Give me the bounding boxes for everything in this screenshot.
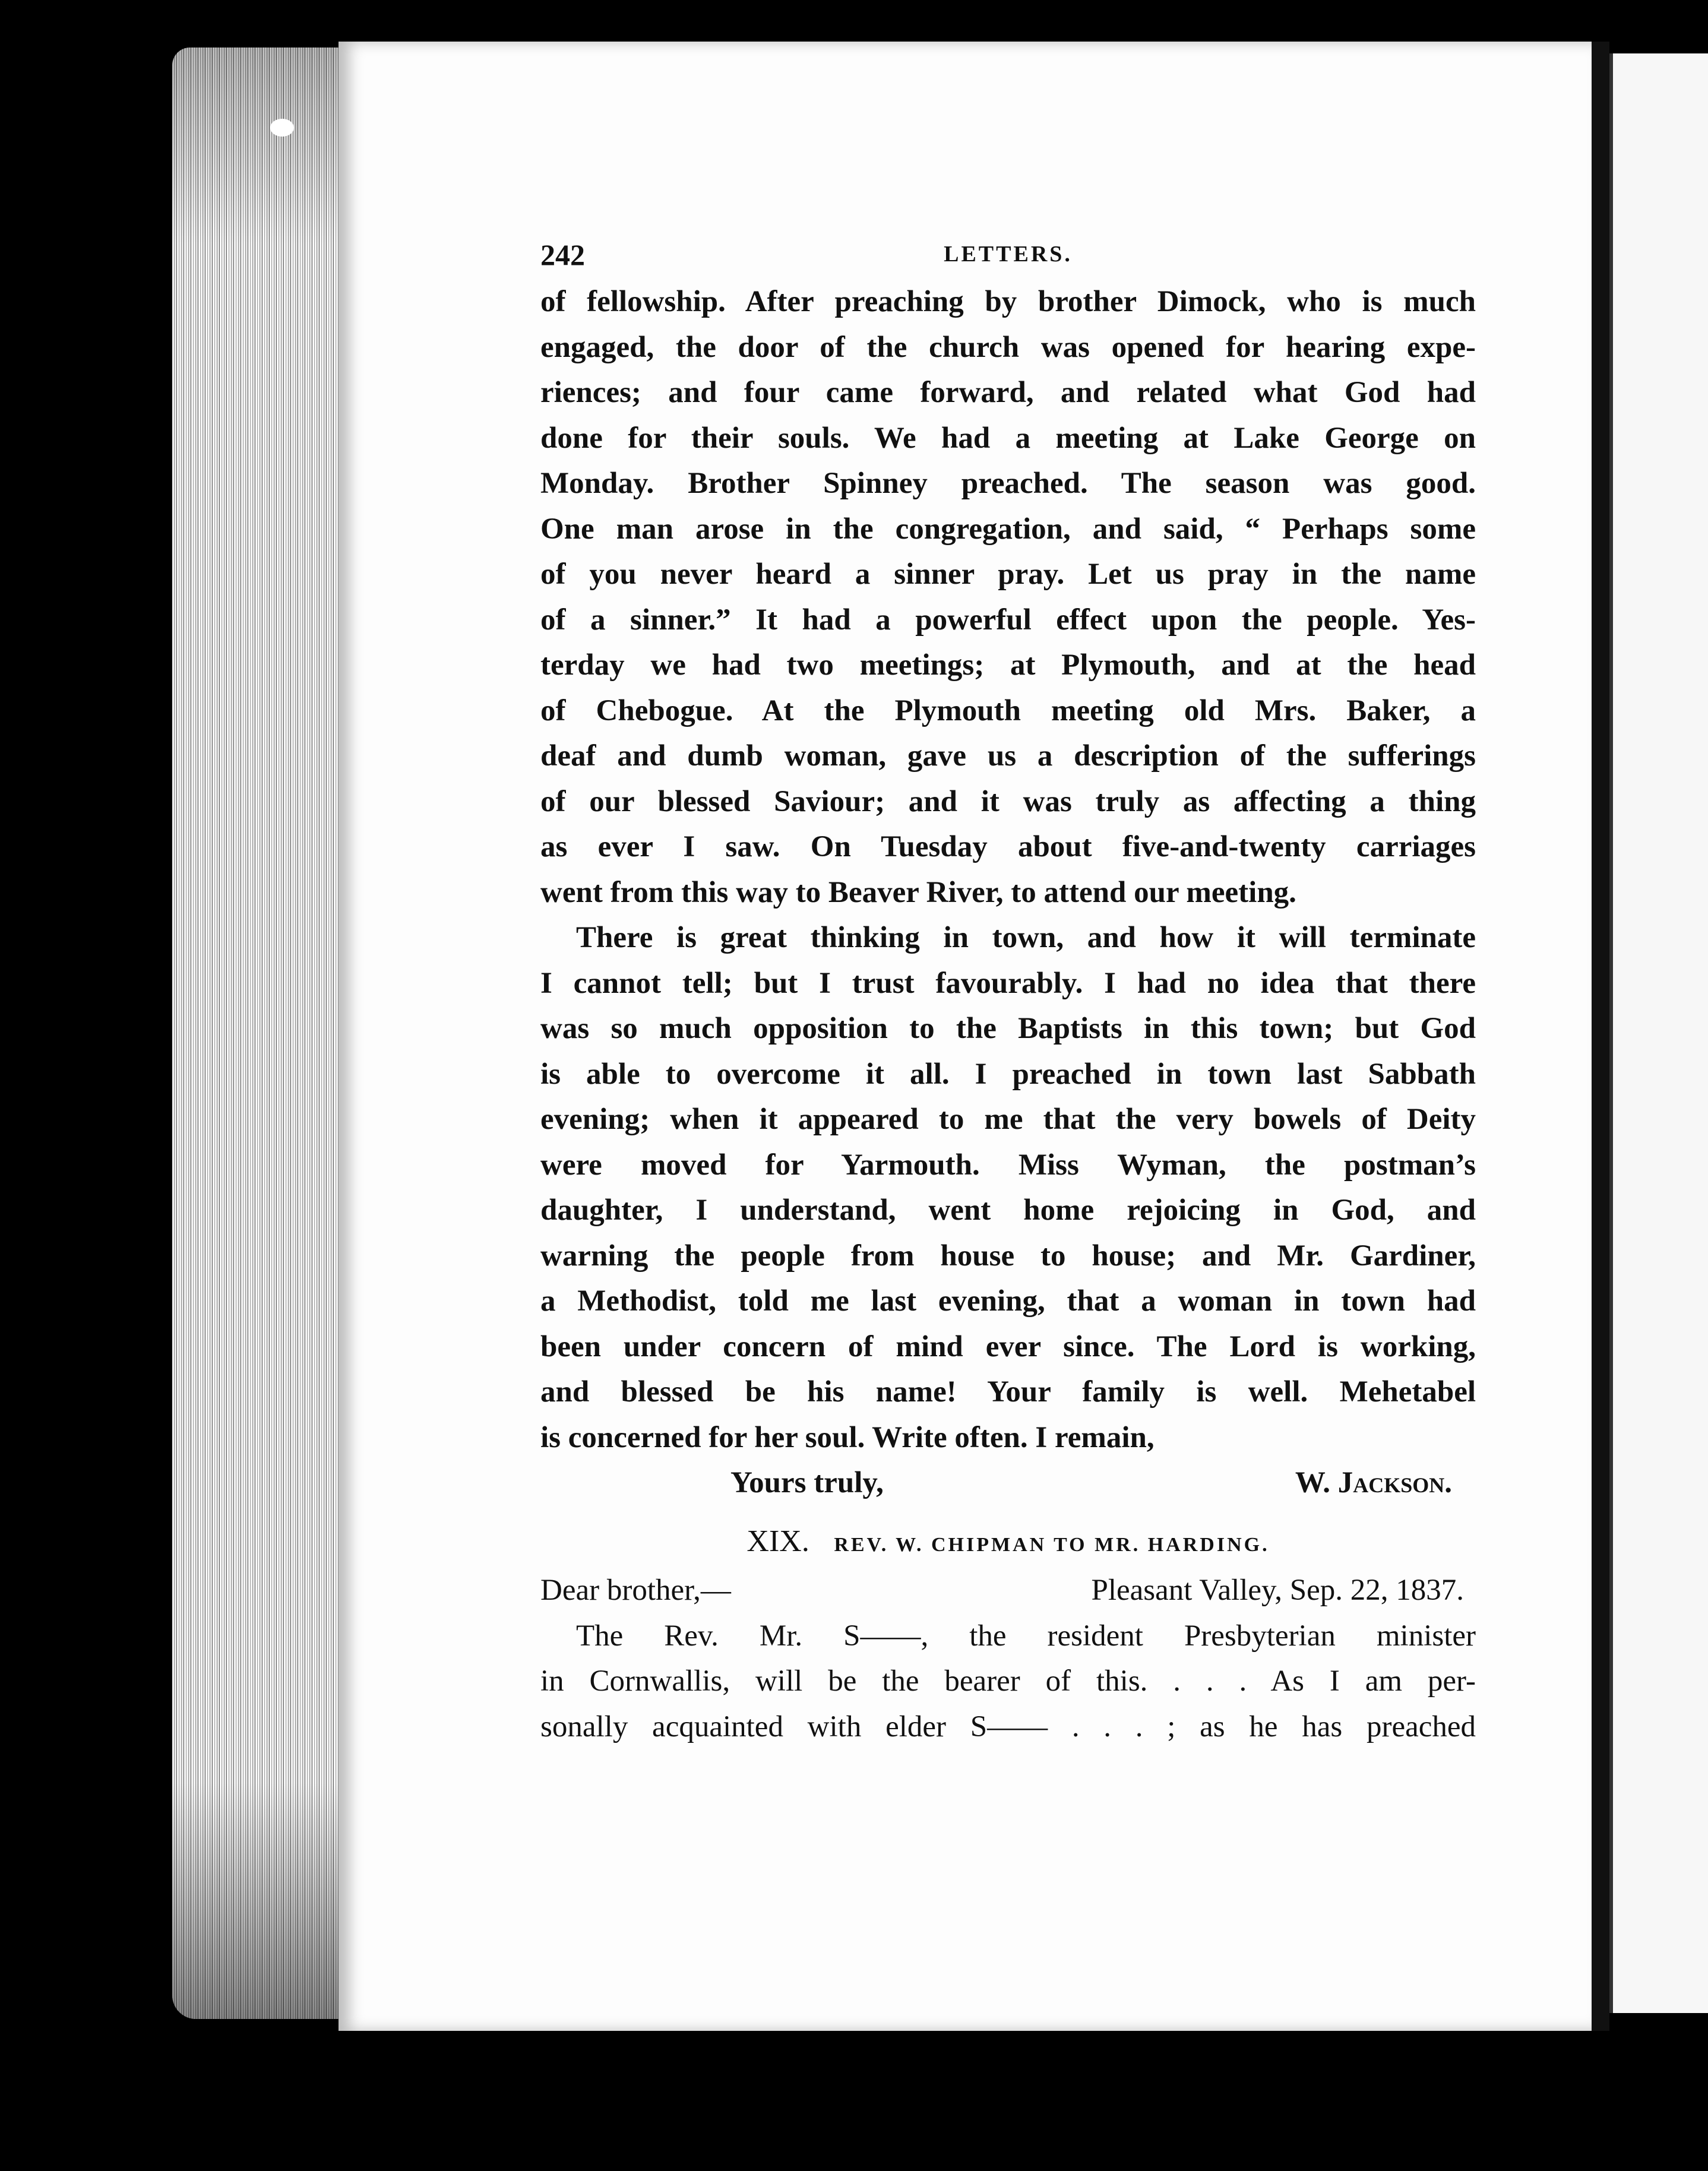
closing: Yours truly,	[730, 1466, 884, 1499]
text-line: terday we had two meetings; at Plymouth, and at the head	[540, 648, 1476, 682]
page-number: 242	[540, 238, 585, 271]
facing-page-edge	[1609, 53, 1708, 2013]
text-line: There is great thinking in town, and how it will terminate	[576, 921, 1476, 954]
text-line: Monday. Brother Spinney preached. The season was good.	[540, 467, 1476, 500]
text-line: engaged, the door of the church was opened for hearing expe-	[540, 330, 1476, 364]
text-line: was so much opposition to the Baptists in this town; but God	[540, 1012, 1476, 1045]
text-line: is concerned for her soul. Write often. I remain,	[540, 1420, 1155, 1454]
text-line: is able to overcome it all. I preached in town last Sabbath	[540, 1057, 1476, 1091]
page-text	[540, 238, 1476, 1749]
book-gutter	[1592, 42, 1609, 2031]
text-line: of a sinner.” It had a powerful effect upon the people. Yes-	[540, 603, 1476, 637]
text-line: daughter, I understand, went home rejoicing in God, and	[540, 1194, 1476, 1227]
letter-paragraph-2	[540, 915, 1476, 1460]
text-line: of you never heard a sinner pray. Let us pray in the name	[540, 558, 1476, 591]
text-line: sonally acquainted with elder S—— . . . ; as he has preached	[540, 1710, 1476, 1743]
text-line: I cannot tell; but I trust favourably. I had no idea that there	[540, 966, 1476, 1000]
text-line: of Chebogue. At the Plymouth meeting old Mrs. Baker, a	[540, 694, 1476, 727]
salutation: Dear brother,—	[540, 1574, 731, 1607]
letter-paragraph-1	[540, 279, 1476, 915]
text-line: been under concern of mind ever since. The Lord is working,	[540, 1330, 1476, 1363]
text-line: evening; when it appeared to me that the very bowels of Deity	[540, 1103, 1476, 1136]
text-line: were moved for Yarmouth. Miss Wyman, the postman’s	[540, 1148, 1476, 1182]
salutation-line	[540, 1568, 1476, 1613]
section-heading	[540, 1519, 1476, 1568]
section-title: REV. W. CHIPMAN TO MR. HARDING.	[834, 1533, 1270, 1556]
text-line: went from this way to Beaver River, to attend our meeting.	[540, 875, 1296, 909]
next-letter-paragraph	[540, 1613, 1476, 1750]
text-line: of fellowship. After preaching by brother Dimock, who is much	[540, 285, 1476, 318]
dateline: Pleasant Valley, Sep. 22, 1837.	[1091, 1574, 1464, 1607]
running-title: LETTERS.	[944, 242, 1073, 267]
text-line: The Rev. Mr. S——, the resident Presbyterian minister	[576, 1619, 1476, 1653]
running-head	[540, 238, 1476, 279]
text-line: a Methodist, told me last evening, that a woman in town had	[540, 1284, 1476, 1318]
text-line: and blessed be his name! Your family is well. Mehetabel	[540, 1375, 1476, 1409]
text-line: done for their souls. We had a meeting at Lake George on	[540, 421, 1476, 455]
section-numeral: XIX.	[747, 1524, 809, 1558]
signature: W. Jackson.	[1295, 1466, 1452, 1499]
text-line: One man arose in the congregation, and said, “ Perhaps some	[540, 512, 1476, 546]
book-page-edges	[172, 48, 344, 2019]
text-line: deaf and dumb woman, gave us a description of the sufferings	[540, 739, 1476, 773]
text-line: as ever I saw. On Tuesday about five-and-twenty carriages	[540, 830, 1476, 863]
text-line: riences; and four came forward, and related what God had	[540, 376, 1476, 409]
dust-speck	[270, 119, 294, 137]
letter-signoff	[540, 1460, 1476, 1506]
text-line: in Cornwallis, will be the bearer of this. . . . As I am per-	[540, 1664, 1476, 1698]
text-line: warning the people from house to house; and Mr. Gardiner,	[540, 1239, 1476, 1273]
text-line: of our blessed Saviour; and it was truly as affecting a thing	[540, 784, 1476, 818]
